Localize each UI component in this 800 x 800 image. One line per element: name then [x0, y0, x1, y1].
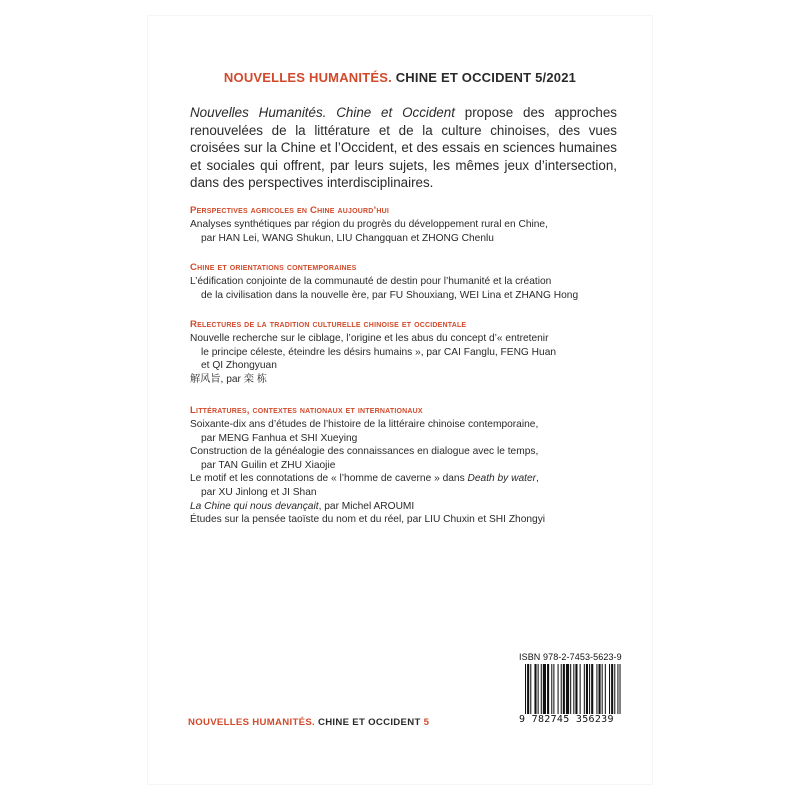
barcode-bar [599, 664, 601, 714]
barcode-bar [566, 664, 569, 714]
barcode-bar [617, 664, 618, 714]
entry-line: de la civilisation dans la nouvelle ère, par FU Shouxiang, WEI Lina et ZHANG Hong [201, 289, 579, 301]
entry-line: le principe céleste, éteindre les désirs humains », par CAI Fanglu, FENG Huan [201, 346, 557, 358]
barcode-bar [586, 664, 588, 714]
entry-line [190, 500, 620, 514]
barcode-bar [614, 664, 615, 714]
barcode-bar [541, 664, 542, 714]
entry-line: L’édification conjointe de la communauté de destin pour l’humanité et la création [190, 276, 552, 287]
section-heading: Chine et orientations contemporaines [190, 262, 357, 273]
section-rereadings [190, 319, 620, 386]
footer-series [188, 717, 429, 728]
section-heading: Perspectives agricoles en Chine aujourd’hui [190, 205, 389, 216]
toc-entry [190, 472, 620, 499]
series-title-dark: CHINE ET OCCIDENT 5/2021 [395, 70, 577, 85]
section-agricultural [190, 205, 620, 245]
entry-text: Le motif et les connotations de « l’homme de caverne » dans [190, 473, 468, 485]
entry-line: Construction de la généalogie des connaissances en dialogue avec le temps, [190, 446, 539, 458]
entry-italic-title: Death by water [467, 473, 537, 485]
barcode-bar [605, 664, 606, 714]
book-back-cover [148, 16, 652, 784]
barcode-bar [596, 664, 597, 714]
barcode-bar [602, 664, 603, 714]
barcode-bar [558, 664, 559, 714]
toc-entry [190, 373, 620, 387]
entry-text: , par Michel AROUMI [318, 500, 415, 512]
toc-entry [190, 218, 620, 245]
barcode-bar [530, 664, 531, 714]
toc-entry [190, 418, 620, 445]
entry-line: par TAN Guilin et ZHU Xiaojie [201, 459, 336, 471]
barcode-bar [525, 664, 526, 714]
section-heading: Littératures, contextes nationaux et internationaux [190, 405, 423, 416]
barcode-bar [551, 664, 552, 714]
barcode-bar [591, 664, 593, 714]
intro-paragraph [190, 104, 617, 192]
barcode-digits: 9 782745 356239 [519, 714, 614, 725]
barcode-bar [609, 664, 610, 714]
barcode-bar [563, 664, 565, 714]
barcode-bar [534, 664, 536, 714]
barcode-bar [547, 664, 549, 714]
barcode-bar [580, 664, 581, 714]
barcode-bar [611, 664, 613, 714]
barcode-bar [538, 664, 539, 714]
page-title [148, 70, 652, 85]
toc-entry [190, 275, 620, 302]
entry-line: et QI Zhongyuan [201, 360, 277, 372]
barcode-image [519, 664, 637, 714]
intro-italic: Nouvelles Humanités. Chine et Occident [190, 105, 455, 120]
entry-line: Analyses synthétiques par région du progrès du développement rural en Chine, [190, 219, 548, 230]
entry-line: par XU Jinlong et JI Shan [201, 486, 317, 498]
barcode-bar [561, 664, 562, 714]
section-contemporary [190, 262, 620, 302]
entry-line: par MENG Fanhua et SHI Xueying [201, 432, 358, 444]
entry-italic-title: La Chine qui nous devançait [190, 500, 319, 512]
barcode-bar [620, 664, 621, 714]
barcode-bar [570, 664, 571, 714]
entry-line: 解风旨, par 栾 栋 [190, 373, 267, 385]
barcode-bar [589, 664, 590, 714]
isbn-label: ISBN 978-2-7453-5623-9 [519, 652, 622, 662]
footer-series-red: NOUVELLES HUMANITÉS. [188, 717, 315, 728]
barcode-bar [527, 664, 529, 714]
barcode-bar [543, 664, 546, 714]
section-heading: Relectures de la tradition culturelle chinoise et occidentale [190, 319, 467, 330]
entry-text: , [536, 473, 539, 485]
series-title-red: NOUVELLES HUMANITÉS. [223, 70, 392, 85]
entry-line: par HAN Lei, WANG Shukun, LIU Changquan et ZHONG Chenlu [201, 232, 494, 244]
intro-text: propose des approches renouvelées de la littérature et de la culture chinoises, des vues croisées sur la Chine et l’Occident, et des essais en sciences humaines et sociales qui offrent, par leurs sujets, les mêmes jeux d’intersection, dans des perspectives interdisciplinaires. [190, 105, 617, 190]
isbn-barcode-block [519, 652, 637, 725]
barcode-bar [573, 664, 574, 714]
toc-entry [190, 513, 620, 527]
footer-series-dark: CHINE ET OCCIDENT [315, 717, 424, 728]
entry-line: Soixante-dix ans d’études de l’histoire de la littéraire chinoise contemporaine, [190, 419, 539, 430]
barcode-bar [553, 664, 554, 714]
entry-line: Nouvelle recherche sur le ciblage, l’origine et les abus du concept d’« entretenir [190, 333, 549, 344]
entry-line: Études sur la pensée taoïste du nom et du réel, par LIU Chuxin et SHI Zhongyi [190, 514, 546, 526]
entry-line [190, 472, 620, 486]
toc-entry [190, 500, 620, 514]
toc-entry [190, 332, 620, 373]
toc-entry [190, 445, 620, 472]
barcode-bar [584, 664, 585, 714]
footer-number: 5 [423, 717, 430, 728]
section-literatures [190, 405, 620, 527]
barcode-bar [575, 664, 577, 714]
